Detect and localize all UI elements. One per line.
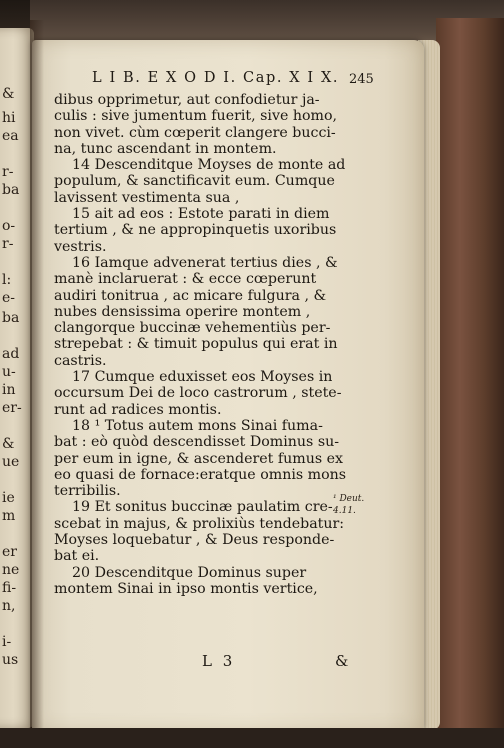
text-line: populum, & sanctificavit eum. Cumque — [54, 173, 335, 190]
left-page-fragment: & — [2, 436, 15, 452]
left-facing-page — [0, 28, 34, 728]
text-line: per eum in igne, & ascenderet fumus ex — [54, 450, 344, 467]
catchword: & — [335, 652, 349, 670]
page-number: 245 — [349, 72, 374, 87]
left-page-fragment: ie — [2, 490, 15, 506]
margin-reference-book: ¹ Deut. — [333, 494, 365, 504]
left-page-fragment: & — [2, 86, 15, 102]
text-line: 17 Cumque eduxisset eos Moyses in — [72, 369, 333, 386]
left-page-fragment: ne — [2, 562, 20, 578]
text-line: bat ei. — [54, 548, 100, 565]
text-line: dibus opprimetur, aut confodietur ja- — [54, 92, 320, 108]
left-page-fragment: ba — [2, 182, 20, 198]
left-page-fragment: hi — [2, 110, 16, 126]
text-line: terribilis. — [54, 483, 121, 500]
margin-reference — [333, 493, 364, 517]
text-line: castris. — [54, 352, 107, 369]
left-page-fragment: ad — [2, 346, 20, 362]
left-page-fragment: l: — [2, 272, 12, 288]
text-line: lavissent vestimenta sua , — [54, 189, 240, 206]
text-line: na, tunc ascendant in montem. — [54, 140, 277, 157]
left-page-fragment: er — [2, 544, 17, 560]
text-line: 16 Iamque advenerat tertius dies , & — [72, 254, 338, 271]
book-cover-right — [436, 18, 504, 738]
text-line: runt ad radices montis. — [54, 401, 222, 418]
text-line: culis : sive jumentum fuerit, sive homo, — [54, 108, 338, 125]
margin-reference-verse: 4.11. — [333, 506, 356, 516]
text-line: nubes densissima operire montem , — [54, 303, 311, 320]
text-line: vestris. — [54, 238, 107, 255]
left-page-fragment: fi- — [2, 580, 17, 596]
left-page-fragment: u- — [2, 364, 16, 380]
text-line: eo quasi de fornace:eratque omnis mons — [54, 466, 347, 483]
text-line: 19 Et sonitus buccinæ paulatim cre- — [72, 499, 333, 516]
left-page-fragment: er- — [2, 400, 22, 416]
header-title: L I B. E X O D I. Cap. X I X. — [92, 70, 340, 86]
left-page-fragment: n, — [2, 598, 16, 614]
text-line: Moyses loquebatur , & Deus responde- — [54, 532, 335, 549]
text-line: 18 ¹ Totus autem mons Sinai fuma- — [72, 417, 323, 434]
text-line: scebat in majus, & prolixiùs tendebatur: — [54, 515, 345, 532]
text-line: occursum Dei de loco castrorum , stete- — [54, 385, 342, 402]
text-line: montem Sinai in ipso montis vertice, — [54, 580, 318, 597]
left-page-fragment: m — [2, 508, 16, 524]
left-page-fragment: i- — [2, 634, 12, 650]
text-line: audiri tonitrua , ac micare fulgura , & — [54, 287, 327, 304]
left-page-fragment: o- — [2, 218, 16, 234]
text-line: 20 Descenditque Dominus super — [72, 564, 307, 581]
left-page-fragment: ba — [2, 310, 20, 326]
text-line: manè inclaruerat : & ecce cœperunt — [54, 271, 317, 288]
left-page-fragment: us — [2, 652, 19, 668]
text-line: 15 ait ad eos : Estote parati in diem — [72, 206, 330, 223]
left-page-fragment: r- — [2, 164, 14, 180]
signature-mark: L 3 — [202, 652, 236, 670]
body-text — [54, 92, 354, 597]
left-page-fragment: r- — [2, 236, 14, 252]
text-line: tertium , & ne appropinquetis uxoribus — [54, 222, 337, 239]
gutter-shadow — [30, 20, 44, 730]
text-line: 14 Descenditque Moyses de monte ad — [72, 157, 346, 174]
background-bottom — [0, 728, 504, 748]
left-page-fragment: in — [2, 382, 16, 398]
text-line: clangorque buccinæ vehementiùs per- — [54, 320, 331, 337]
left-page-fragment: ea — [2, 128, 19, 144]
left-page-fragment: e- — [2, 290, 16, 306]
text-line: strepebat : & timuit populus qui erat in — [54, 336, 338, 353]
text-line: bat : eò quòd descendisset Dominus su- — [54, 434, 340, 451]
right-page — [32, 40, 424, 732]
left-page-fragment: ue — [2, 454, 20, 470]
text-line: non vivet. cùm cœperit clangere bucci- — [54, 124, 336, 141]
